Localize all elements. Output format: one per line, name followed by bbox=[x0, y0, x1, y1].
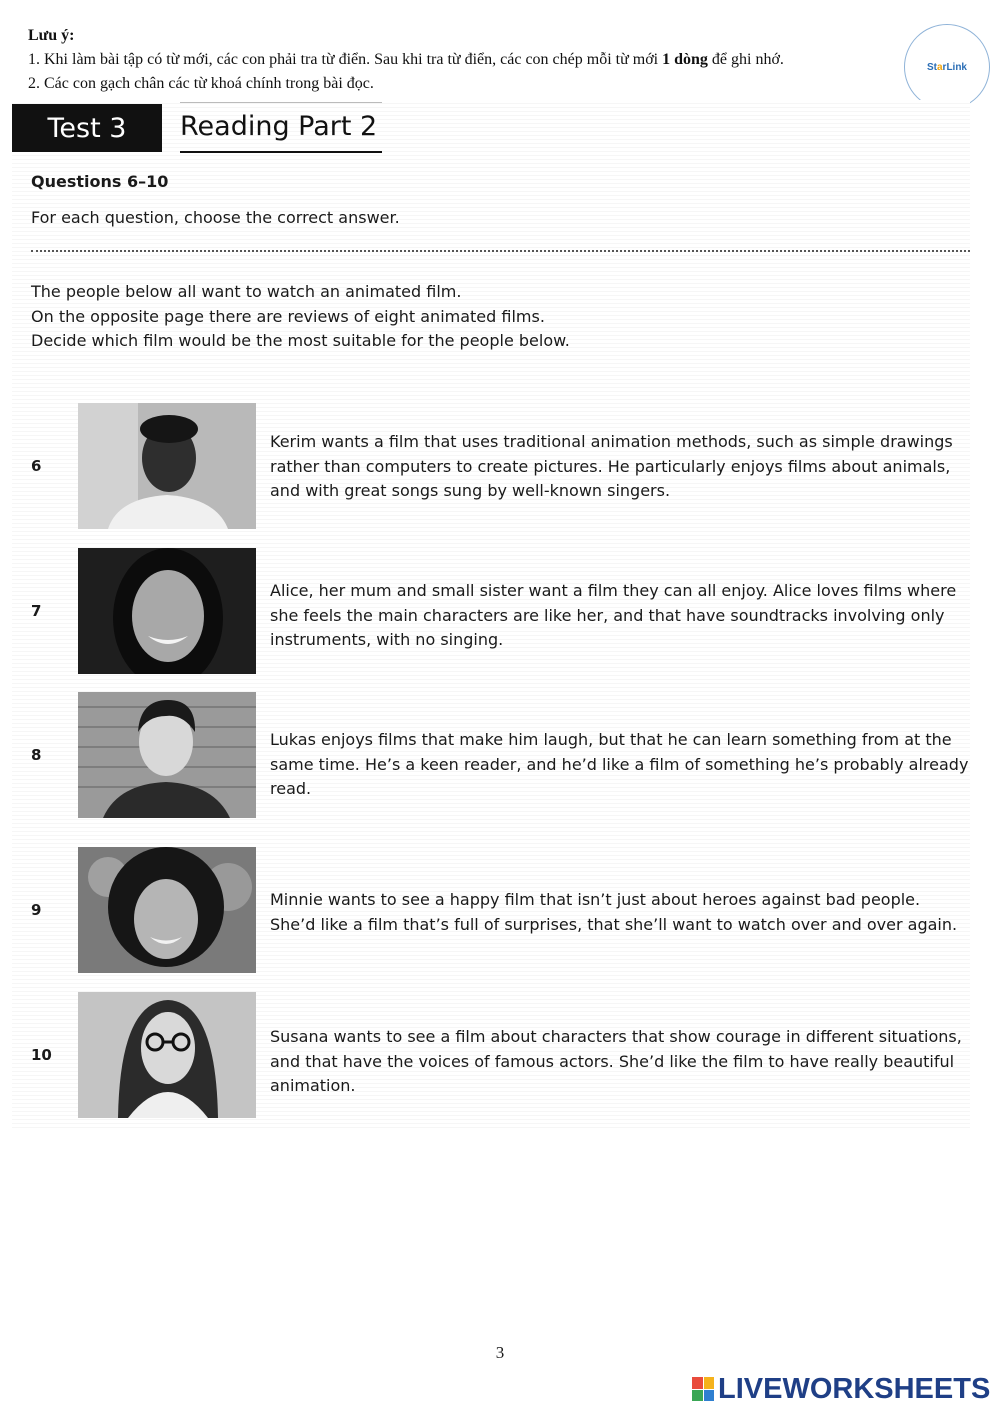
question-text: Kerim wants a film that uses traditional animation methods, such as simple drawings rather than computers to create pictures. He particularly enjoys films about animals, and with great songs sung by well-known singers. bbox=[270, 432, 953, 500]
question-number: 10 bbox=[31, 1046, 52, 1064]
part-title: Reading Part 2 bbox=[180, 102, 382, 153]
question-text: Alice, her mum and small sister want a film they can all enjoy. Alice loves films where she feels the main characters are like her, and that have soundtracks involving only instruments, with no singing. bbox=[270, 581, 957, 649]
question-item-7 bbox=[0, 548, 1000, 674]
woman-portrait-photo bbox=[78, 992, 256, 1118]
question-item-8 bbox=[0, 692, 1000, 818]
question-text: Susana wants to see a film about characters that show courage in different situations, and that have the voices of famous actors. She’d like the film to have really beautiful animation. bbox=[270, 1027, 962, 1095]
question-number: 7 bbox=[31, 602, 42, 620]
question-number: 6 bbox=[31, 457, 42, 475]
girl-portrait-photo bbox=[78, 847, 256, 973]
intro-line: On the opposite page there are reviews of eight animated films. bbox=[31, 306, 545, 326]
starlink-logo-icon: St a rLink bbox=[904, 24, 990, 110]
brand-text: LIVEWORKSHEETS bbox=[718, 1372, 991, 1405]
question-number: 9 bbox=[31, 901, 42, 919]
note-line-1: 1. Khi làm bài tập có từ mới, các con phải tra từ điển. Sau khi tra từ điển, các con chép mỗi từ mới 1 dòng để ghi nhớ. bbox=[28, 51, 784, 68]
note-block bbox=[28, 24, 908, 96]
instruction-text: For each question, choose the correct answer. bbox=[31, 208, 400, 227]
intro-line: Decide which film would be the most suitable for the people below. bbox=[31, 331, 570, 350]
note-title: Lưu ý: bbox=[28, 27, 75, 44]
question-item-6 bbox=[0, 403, 1000, 529]
question-item-10 bbox=[0, 992, 1000, 1118]
liveworksheets-icon bbox=[692, 1377, 714, 1401]
test-badge: Test 3 bbox=[12, 104, 162, 152]
page-number: 3 bbox=[495, 1343, 505, 1362]
liveworksheets-brand bbox=[692, 1372, 990, 1406]
question-text: Minnie wants to see a happy film that isn’t just about heroes against bad people. She’d like a film that’s full of surprises, that she’ll want to watch over and over again. bbox=[270, 890, 958, 934]
intro-text bbox=[31, 280, 570, 354]
question-item-9 bbox=[0, 847, 1000, 973]
intro-line: The people below all want to watch an animated film. bbox=[31, 282, 462, 301]
question-number: 8 bbox=[31, 746, 42, 764]
questions-range: Questions 6–10 bbox=[31, 172, 169, 191]
question-text: Lukas enjoys films that make him laugh, but that he can learn something from at the same time. He’s a keen reader, and he’d like a film of something he’s probably already read. bbox=[270, 730, 969, 798]
boy-portrait-photo bbox=[78, 692, 256, 818]
note-line-2: 2. Các con gạch chân các từ khoá chính trong bài đọc. bbox=[28, 75, 374, 92]
girl-portrait-photo bbox=[78, 548, 256, 674]
dotted-divider bbox=[31, 250, 970, 252]
boy-portrait-photo bbox=[78, 403, 256, 529]
